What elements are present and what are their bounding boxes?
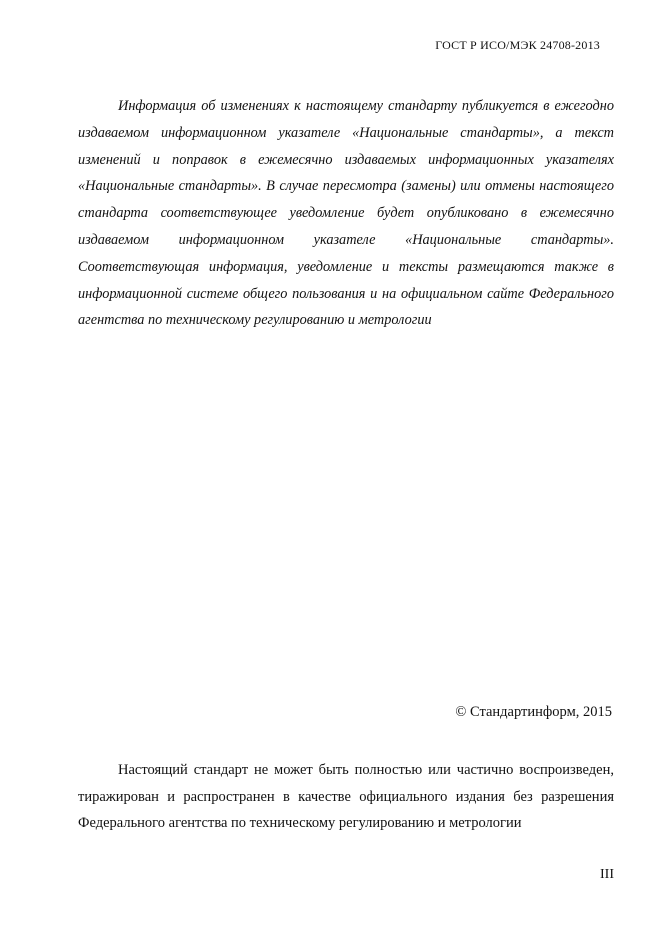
page-number: III bbox=[600, 867, 614, 882]
reproduction-rights-paragraph: Настоящий стандарт не может быть полностью или частично воспроизведен, тиражирован и распространен в качестве официального издания без разрешения Федерального агентства по техническому регулированию и метрологии bbox=[78, 762, 614, 831]
copyright-line: © Стандартинформ, 2015 bbox=[455, 704, 612, 720]
standard-code-header: ГОСТ Р ИСО/МЭК 24708-2013 bbox=[435, 38, 600, 52]
amendments-notice-paragraph: Информация об изменениях к настоящему стандарту публикуется в ежегодно издаваемом информационном указателе «Национальные стандарты», а текст изменений и поправок в ежемесячно издаваемых информационных указателях «Национальные стандарты». В случае пересмотра (замены) или отмены настоящего стандарта соответствующее уведомление будет опубликовано в ежемесячно издаваемом информационном указателе «Национальные стандарты». Соответствующая информация, уведомление и тексты размещаются также в информационной системе общего пользования и на официальном сайте Федерального агентства по техническому регулированию и метрологии bbox=[78, 98, 614, 329]
